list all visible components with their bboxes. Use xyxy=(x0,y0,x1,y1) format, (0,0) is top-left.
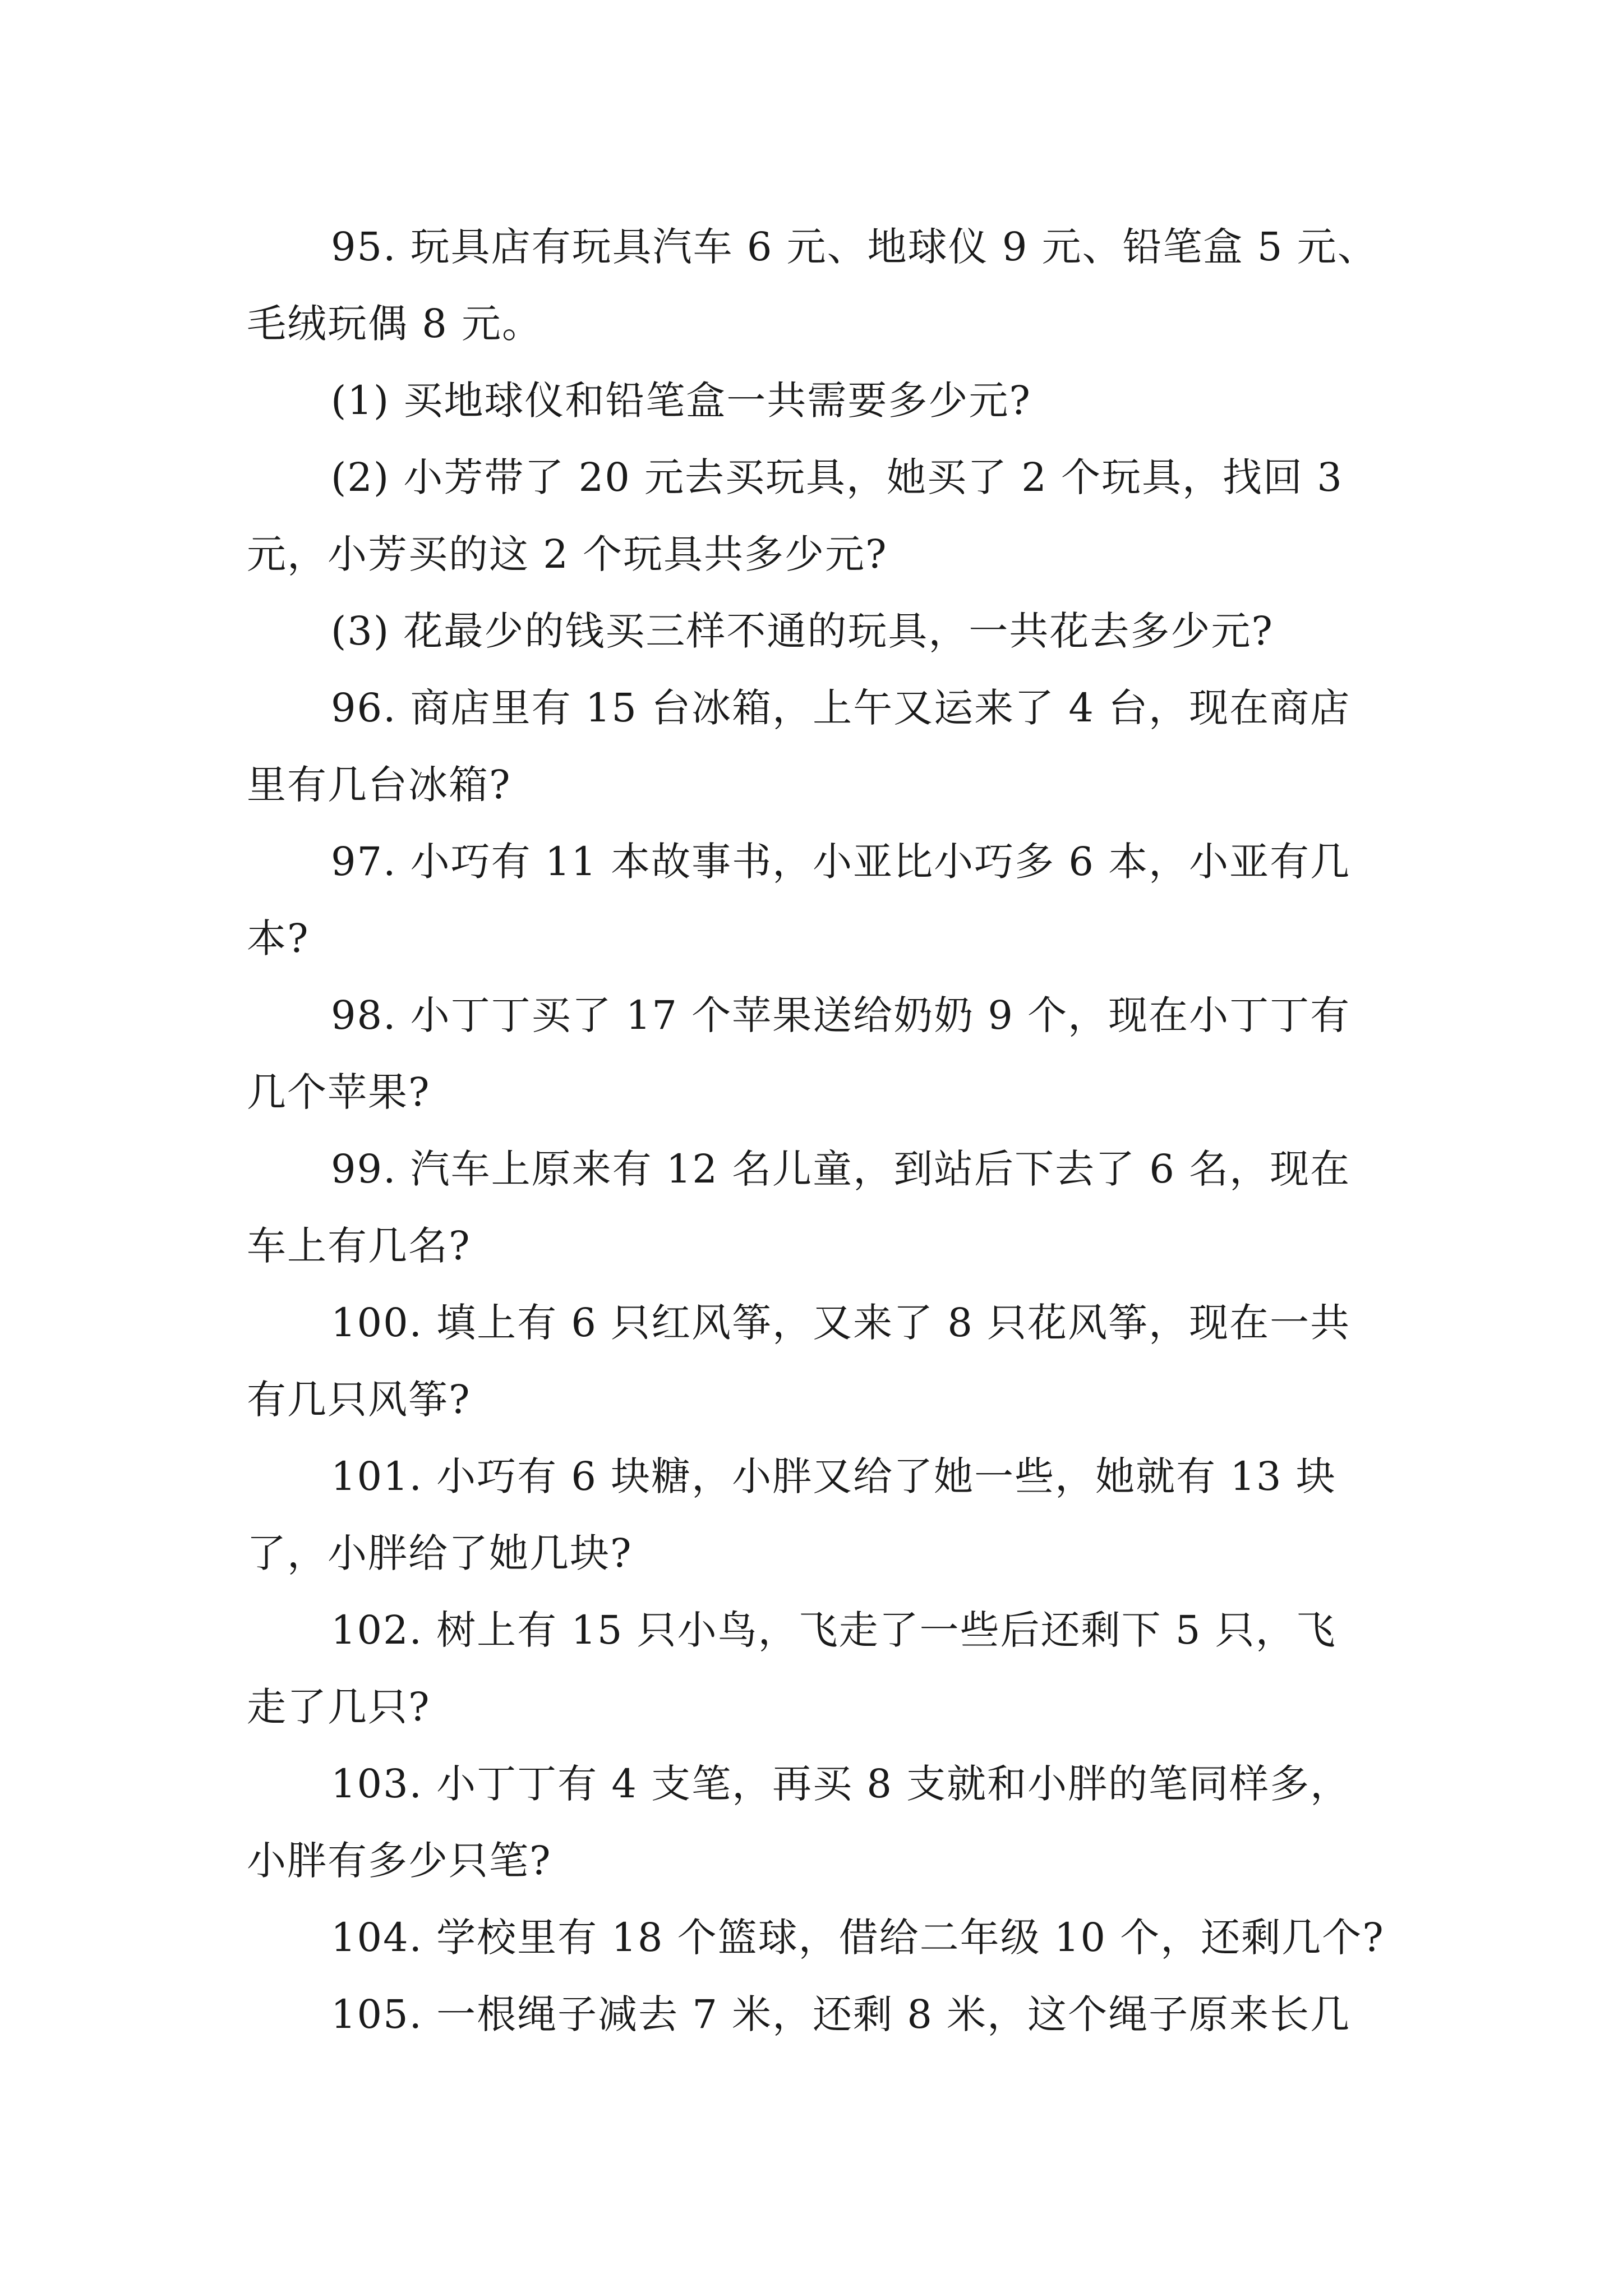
problem-105 xyxy=(247,1976,1391,2053)
text-line: 100. 填上有 6 只红风筝，又来了 8 只花风筝，现在一共 xyxy=(331,1300,1351,1346)
text-line: 几个苹果? xyxy=(247,1069,431,1115)
problem-102 xyxy=(247,1592,1391,1746)
text-line: 小胖有多少只笔? xyxy=(247,1838,552,1884)
problem-100 xyxy=(247,1285,1391,1438)
problem-99 xyxy=(247,1131,1391,1285)
text-line: 102. 树上有 15 只小鸟，飞走了一些后还剩下 5 只，飞 xyxy=(331,1607,1336,1653)
text-line: 103. 小丁丁有 4 支笔，再买 8 支就和小胖的笔同样多， xyxy=(331,1761,1351,1807)
text-line: 96. 商店里有 15 台冰箱，上午又运来了 4 台，现在商店 xyxy=(331,685,1351,731)
text-line: 本? xyxy=(247,915,310,961)
text-line: 有几只风筝? xyxy=(247,1377,471,1423)
problem-101 xyxy=(247,1438,1391,1592)
text-line: 车上有几名? xyxy=(247,1223,471,1269)
problem-95-part-3 xyxy=(247,593,1391,670)
text-line: 104. 学校里有 18 个篮球，借给二年级 10 个，还剩几个? xyxy=(331,1915,1385,1961)
problem-104 xyxy=(247,1899,1391,1976)
text-line: 101. 小巧有 6 块糖，小胖又给了她一些，她就有 13 块 xyxy=(331,1453,1336,1499)
text-line: 98. 小丁丁买了 17 个苹果送给奶奶 9 个，现在小丁丁有 xyxy=(331,992,1351,1038)
problem-97 xyxy=(247,823,1391,977)
text-line: (1) 买地球仪和铅笔盒一共需要多少元? xyxy=(331,378,1031,424)
text-line: 97. 小巧有 11 本故事书，小亚比小巧多 6 本，小亚有几 xyxy=(331,839,1351,885)
text-line: 95. 玩具店有玩具汽车 6 元、地球仪 9 元、铅笔盒 5 元、 xyxy=(331,224,1378,270)
problem-95-part-1 xyxy=(247,362,1391,439)
problem-103 xyxy=(247,1746,1391,1899)
text-line: 元，小芳买的这 2 个玩具共多少元? xyxy=(247,531,888,577)
text-line: (2) 小芳带了 20 元去买玩具，她买了 2 个玩具，找回 3 xyxy=(331,454,1343,500)
problem-96 xyxy=(247,670,1391,823)
text-line: 毛绒玩偶 8 元。 xyxy=(247,301,543,347)
problem-98 xyxy=(247,977,1391,1131)
text-line: 99. 汽车上原来有 12 名儿童，到站后下去了 6 名，现在 xyxy=(331,1146,1351,1192)
text-line: 105. 一根绳子减去 7 米，还剩 8 米，这个绳子原来长几 xyxy=(331,1991,1351,2037)
text-line: 了，小胖给了她几块? xyxy=(247,1530,633,1576)
problem-95-part-2 xyxy=(247,439,1391,593)
text-line: 里有几台冰箱? xyxy=(247,762,511,808)
text-line: 走了几只? xyxy=(247,1684,431,1730)
problem-95 xyxy=(247,209,1391,362)
text-line: (3) 花最少的钱买三样不通的玩具，一共花去多少元? xyxy=(331,608,1274,654)
document-body xyxy=(247,209,1391,2053)
